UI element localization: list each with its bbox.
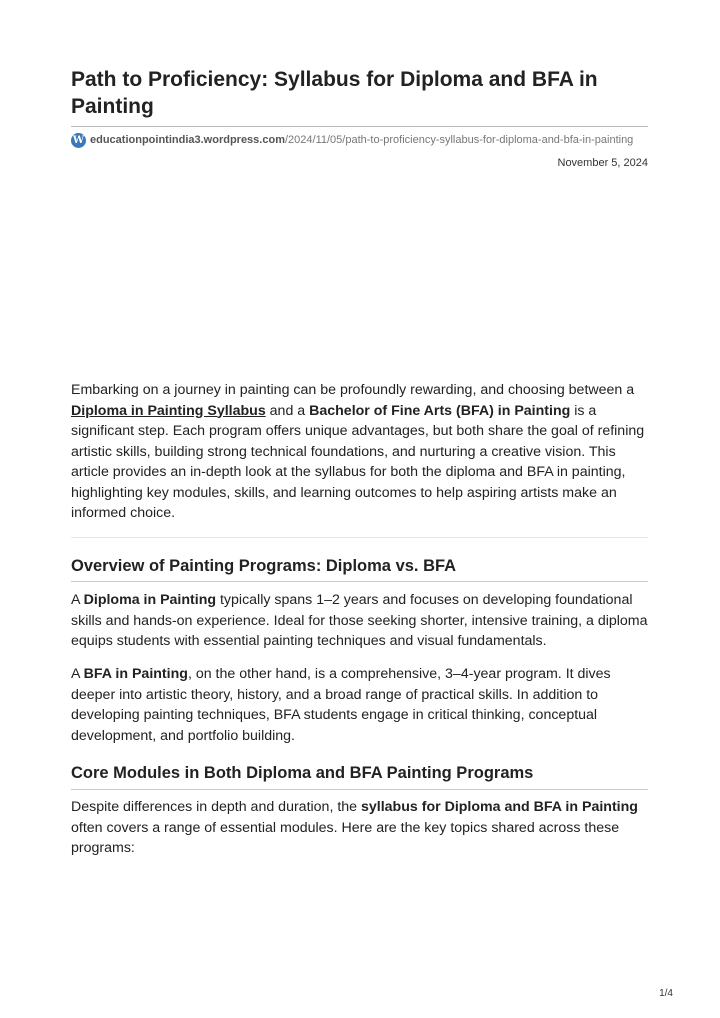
overview-p1-text-1: A [71, 592, 84, 608]
publish-date: November 5, 2024 [557, 157, 648, 169]
overview-p2-bold: BFA in Painting [83, 666, 188, 682]
overview-p1-text-2: typically spans 1–2 years and focuses on developing foundational skills and hands-on experience. Ideal for those seeking shorter, intensive training, a diploma equips students with essential painting techniques and visual fundamentals. [71, 592, 648, 649]
core-modules-paragraph [71, 797, 648, 859]
source-domain-link[interactable]: educationpointindia3.wordpress.com [90, 134, 285, 146]
intro-text-2: and a [265, 402, 310, 419]
core-bold: syllabus for Diploma and BFA in Painting [361, 799, 638, 815]
overview-heading-rule [71, 581, 648, 582]
section-divider [71, 537, 648, 538]
source-line [71, 132, 633, 148]
overview-heading: Overview of Painting Programs: Diploma vs. BFA [71, 557, 457, 575]
wordpress-icon: W [72, 134, 85, 146]
overview-p2-text-2: , on the other hand, is a comprehensive, 3–4-year program. It dives deeper into artistic theory, history, and a broad range of practical skills. In addition to developing painting techniques, BFA students engage in critical thinking, conceptual development, and portfolio building. [71, 666, 611, 744]
core-modules-heading: Core Modules in Both Diploma and BFA Painting Programs [71, 764, 534, 782]
core-text-2: often covers a range of essential modules. Here are the key topics shared across these programs: [71, 819, 620, 856]
overview-p1-bold: Diploma in Painting [83, 592, 217, 608]
overview-p2-text-1: A [71, 666, 84, 682]
diploma-syllabus-link[interactable]: Diploma in Painting Syllabus [71, 402, 266, 419]
intro-text-3: is a significant step. Each program offers unique advantages, but both share the goal of refining artistic skills, building strong technical foundations, and nurturing a creative vision. This article provides an in-depth look at the syllabus for both the diploma and BFA in painting, highlighting key modules, skills, and learning outcomes to help aspiring artists make an informed choice. [71, 402, 645, 521]
core-heading-rule [71, 789, 648, 790]
source-path: /2024/11/05/path-to-proficiency-syllabus-for-diploma-and-bfa-in-painting [284, 134, 634, 146]
overview-paragraph-1 [71, 590, 648, 652]
intro-paragraph [71, 380, 648, 524]
intro-text-1: Embarking on a journey in painting can be profoundly rewarding, and choosing between a [71, 382, 635, 398]
page-number: 1/4 [659, 988, 673, 999]
core-text-1: Despite differences in depth and duration, the [71, 799, 361, 815]
title-divider [71, 126, 648, 127]
article-title: Path to Proficiency: Syllabus for Diploma and BFA in Painting [71, 68, 598, 118]
overview-paragraph-2 [71, 664, 648, 746]
intro-bold-bfa: Bachelor of Fine Arts (BFA) in Painting [309, 402, 571, 419]
